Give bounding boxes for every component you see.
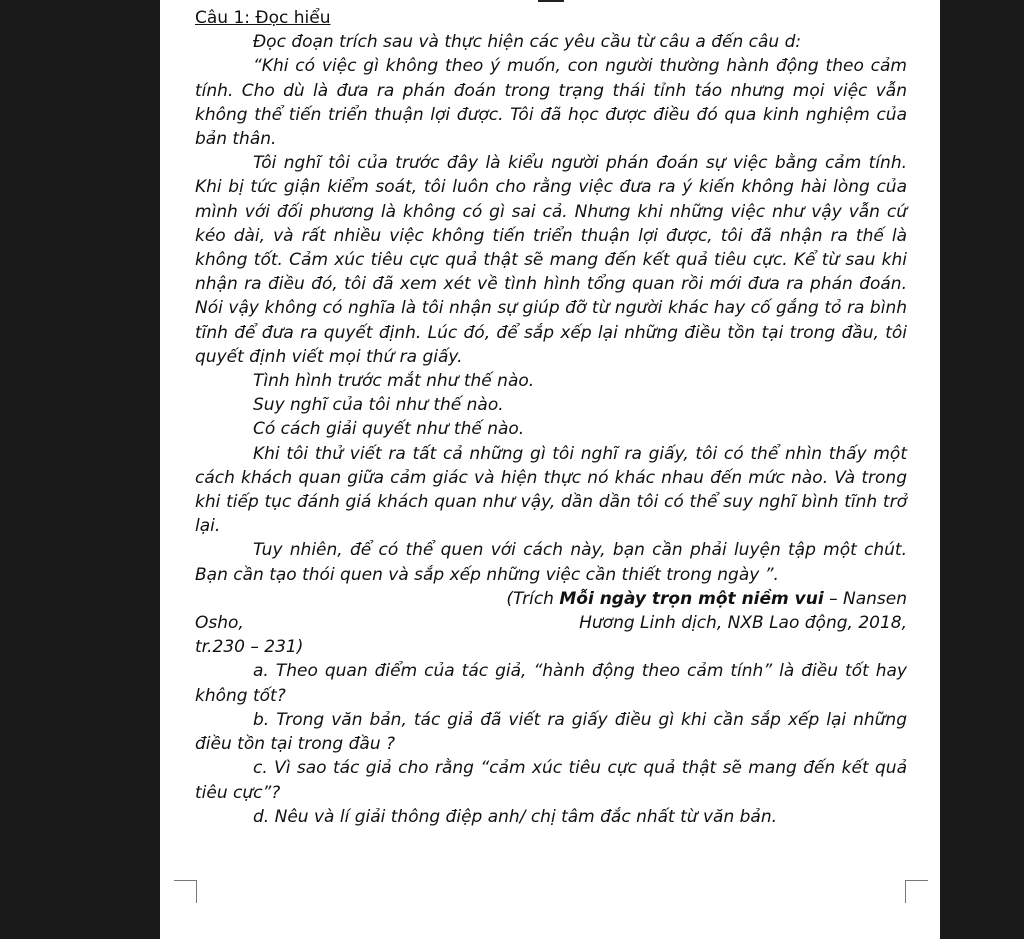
document-text (195, 6, 907, 829)
section-heading: Câu 1: Đọc hiểu (195, 8, 331, 28)
page-corner-mark-left (174, 880, 197, 903)
instruction: Đọc đoạn trích sau và thực hiện các yêu cầu từ câu a đến câu d: (253, 32, 802, 53)
question-d: d. Nêu và lí giải thông điệp anh/ chị tâm đắc nhất từ văn bản. (253, 806, 778, 827)
question-c: c. Vì sao tác giả cho rằng “cảm xúc tiêu cực quả thật sẽ mang đến kết quả tiêu cực”? (195, 758, 907, 803)
book-title: Mỗi ngày trọn một niềm vui (559, 588, 824, 609)
citation-pages: tr.230 – 231) (195, 637, 304, 658)
excerpt-line: Suy nghĩ của tôi như thế nào. (253, 395, 504, 416)
document-page (160, 0, 940, 939)
excerpt-line: Có cách giải quyết như thế nào. (253, 419, 525, 440)
citation-line-2 (195, 611, 907, 635)
citation-line-1: (Trích Mỗi ngày trọn một niềm vui – Nansen (506, 588, 907, 609)
excerpt-line: Tình hình trước mắt như thế nào. (253, 371, 535, 392)
citation-author: Osho, (195, 613, 244, 634)
question-b: b. Trong văn bản, tác giả đã viết ra giấy điều gì khi cần sắp xếp lại những điều tồn tại trong đầu ? (195, 709, 907, 755)
excerpt-paragraph: “Khi có việc gì không theo ý muốn, con người thường hành động theo cảm tính. Cho dù là đưa ra phán đoán trong trạng thái tỉnh táo nhưng mọi việc vẫn không thể tiến triển thuận lợi được. Tôi đã học được điều đó qua kinh nghiệm của bản thân. (195, 56, 907, 150)
question-a: a. Theo quan điểm của tác giả, “hành động theo cảm tính” là điều tốt hay không tốt? (195, 661, 907, 706)
excerpt-paragraph: Tuy nhiên, để có thể quen với cách này, bạn cần phải luyện tập một chút. Bạn cần tạo thói quen và sắp xếp những việc cần thiết trong ngày ”. (195, 540, 907, 585)
page-top-mark (538, 0, 564, 2)
page-corner-mark-right (905, 880, 928, 903)
excerpt-paragraph: Khi tôi thử viết ra tất cả những gì tôi nghĩ ra giấy, tôi có thể nhìn thấy một cách khách quan giữa cảm giác và hiện thực nó khác nhau đến mức nào. Và trong khi tiếp tục đánh giá khách quan như vậy, dần dần tôi có thể suy nghĩ bình tĩnh trở lại. (195, 443, 907, 537)
excerpt-paragraph: Tôi nghĩ tôi của trước đây là kiểu người phán đoán sự việc bằng cảm tính. Khi bị tức giận kiểm soát, tôi luôn cho rằng việc đưa ra ý kiến không hài lòng của mình với đối phương là không có gì sai cả. Nhưng khi những việc như vậy vẫn cứ kéo dài, và rất nhiều việc không tiến triển thuận lợi được, tôi đã nhận ra thế là không tốt. Cảm xúc tiêu cực quả thật sẽ mang đến kết quả tiêu cực. Kể từ sau khi nhận ra điều đó, tôi đã xem xét về tình hình tổng quan rồi mới đưa ra phán đoán. Nói vậy không có nghĩa là tôi nhận sự giúp đỡ từ người khác hay cố gắng tỏ ra bình tĩnh để đưa ra quyết định. Lúc đó, để sắp xếp lại những điều tồn tại trong đầu, tôi quyết định viết mọi thứ ra giấy. (195, 153, 907, 367)
citation-publisher: Hương Linh dịch, NXB Lao động, 2018, (579, 613, 907, 634)
